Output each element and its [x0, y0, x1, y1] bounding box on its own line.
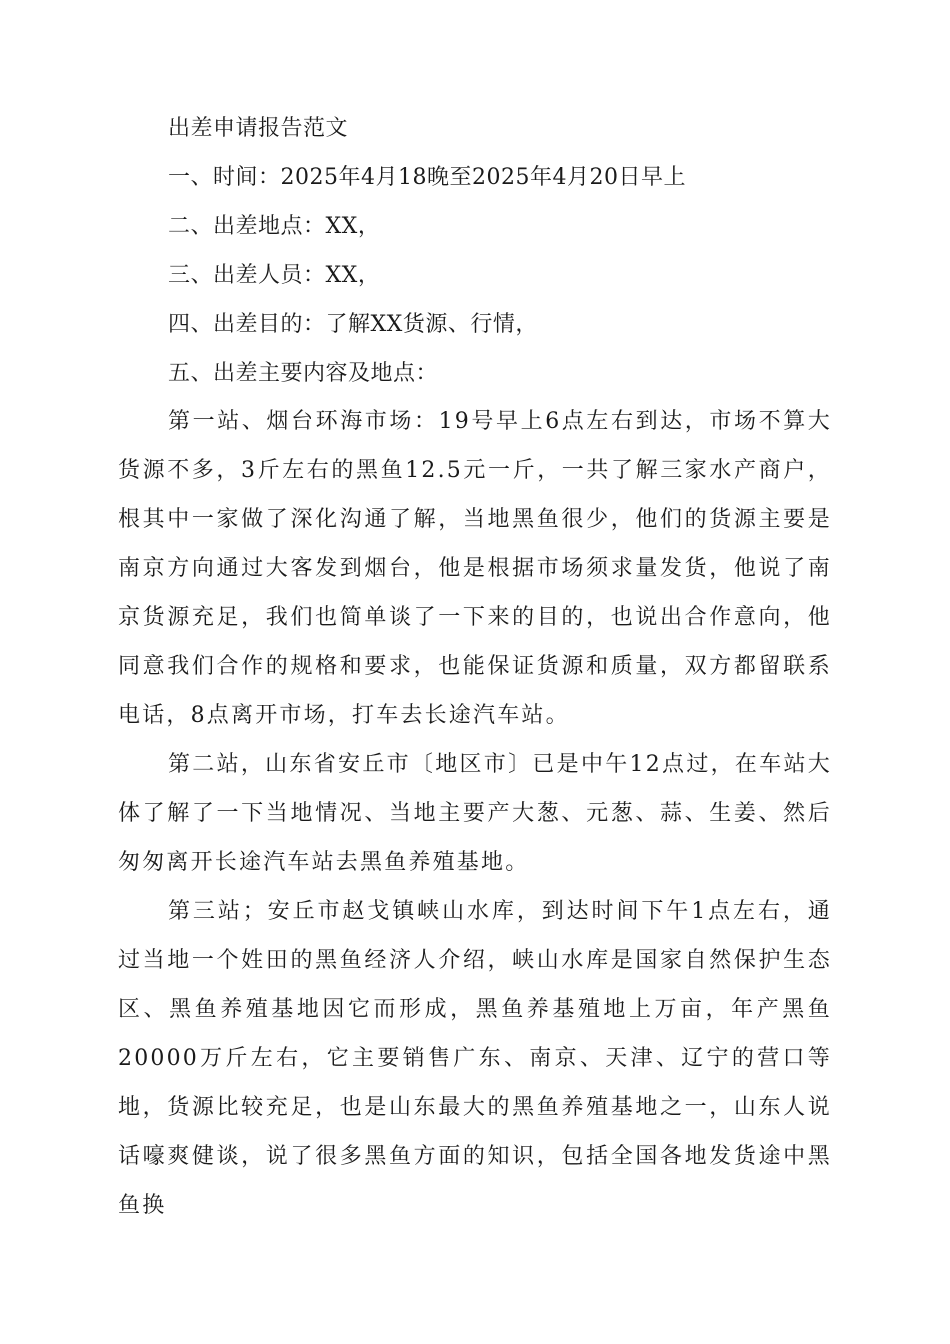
- paragraph-stop-2: 第二站，山东省安丘市〔地区市〕已是中午12点过，在车站大体了解了一下当地情况、当地主要产大葱、元葱、蒜、生姜、然后匆匆离开长途汽车站去黑鱼养殖基地。: [118, 752, 832, 875]
- item-personnel: 三、出差人员：XX，: [168, 263, 381, 288]
- document-body: [118, 397, 832, 1230]
- paragraph-stop-1: 第一站、烟台环海市场：19号早上6点左右到达，市场不算大货源不多，3斤左右的黑鱼12.5元一斤，一共了解三家水产商户，根其中一家做了深化沟通了解，当地黑鱼很少，他们的货源主要是南京方向通过大客发到烟台，他是根据市场须求量发货，他说了南京货源充足，我们也简单谈了一下来的目的，也说出合作意向，他同意我们合作的规格和要求，也能保证货源和质量，双方都留联系电话，8点离开市场，打车去长途汽车站。: [118, 409, 832, 728]
- item-purpose: 四、出差目的：了解XX货源、行情，: [168, 312, 538, 337]
- paragraph-stop-3: 第三站；安丘市赵戈镇峡山水库，到达时间下午1点左右，通过当地一个姓田的黑鱼经济人介绍，峡山水库是国家自然保护生态区、黑鱼养殖基地因它而形成，黑鱼养基殖地上万亩，年产黑鱼20000万斤左右，它主要销售广东、南京、天津、辽宁的营口等地，货源比较充足，也是山东最大的黑鱼养殖基地之一，山东人说话嚎爽健谈，说了很多黑鱼方面的知识，包括全国各地发货途中黑鱼换: [118, 899, 832, 1218]
- document-header-block: [168, 104, 832, 398]
- item-location: 二、出差地点：XX，: [168, 214, 381, 239]
- item-main-content: 五、出差主要内容及地点：: [168, 361, 439, 386]
- item-time: 一、时间：2025年4月18晚至2025年4月20日早上: [168, 165, 686, 190]
- document-title: 出差申请报告范文: [168, 116, 349, 141]
